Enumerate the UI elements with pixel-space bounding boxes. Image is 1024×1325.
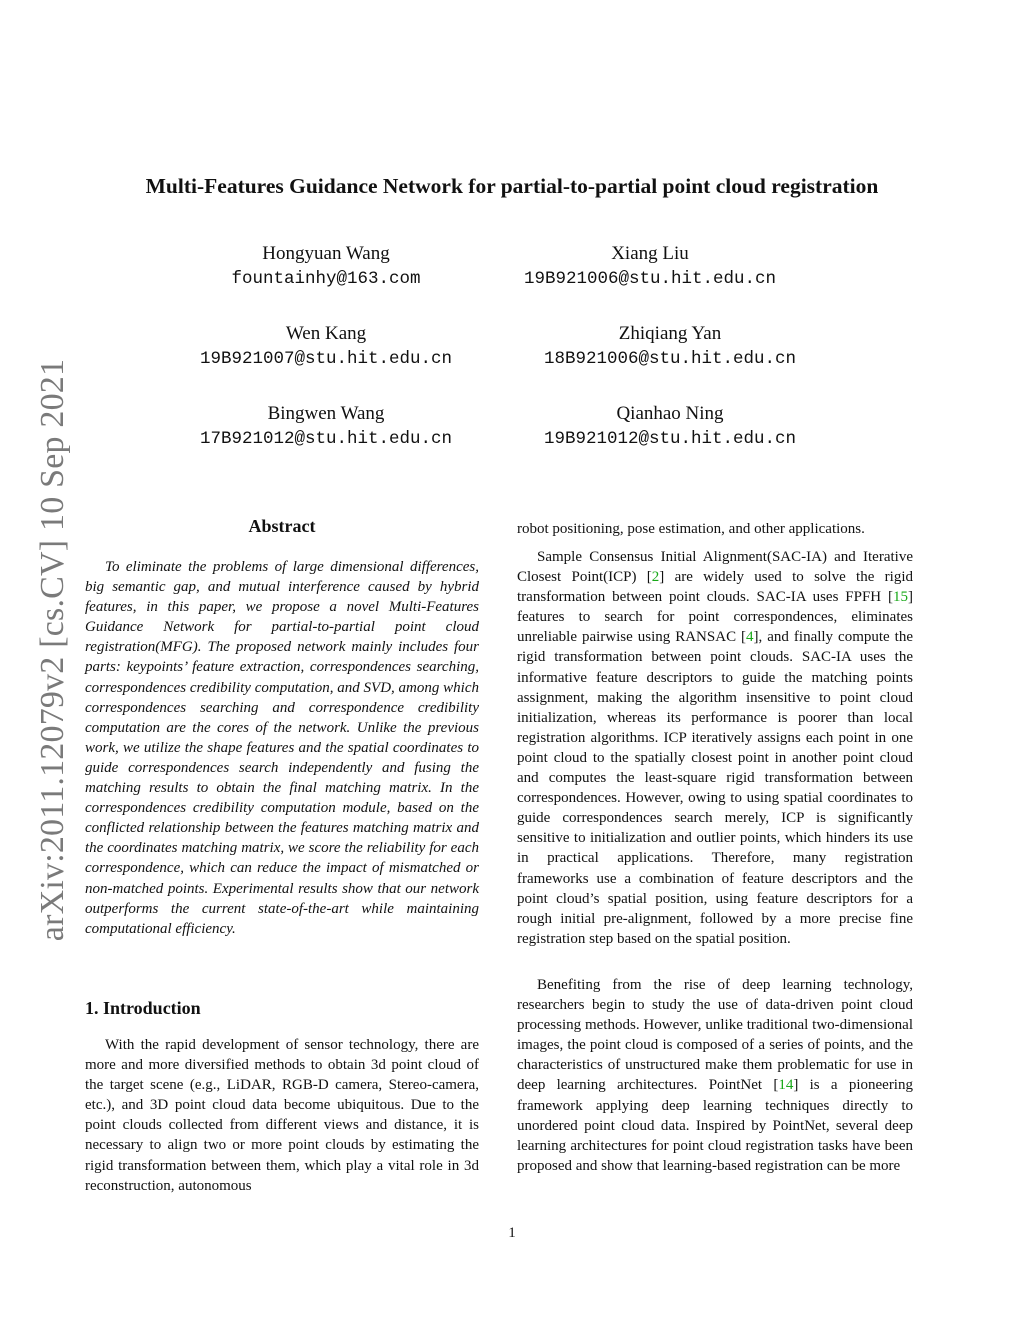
citation-link[interactable]: 14	[778, 1077, 794, 1094]
author-name: Wen Kang	[285, 323, 367, 344]
author-block	[146, 322, 506, 371]
paragraph-text: Sample Consensus Initial Alignment(SAC-IA) and Iterative Closest Point(ICP) [2] are widely used to solve the rigid transformation between point clouds. SAC-IA uses FPFH [15] features to search for point correspondences, eliminates unreliable pairwise using RANSAC [4], and finally compute the rigid transformation between point clouds. SAC-IA uses the informative feature descriptors to guide the matching points assignment, making the algorithm insensitive to point cloud initialization, whereas its performance is poorer than local registration algorithms. ICP iteratively assigns each point in one point cloud to the spatially closest point in another point cloud and computes the least-square rigid transformation between correspondences. However, owing to using spatial coordinates to guide correspondences search merely, ICP is significantly sensitive to initialization and outlier points, which hinders its use in practical applications. Therefore, many registration frameworks use a combination of feature descriptors and the point cloud’s spatial position, using feature descriptors for a rough initial pre-alignment, followed by a more precise fine registration step based on the spatial position.	[517, 549, 913, 947]
citation-link[interactable]: 2	[651, 569, 660, 586]
author-email[interactable]: 19B921007@stu.hit.edu.cn	[199, 349, 453, 369]
intro-paragraph-3	[517, 975, 913, 1176]
abstract-heading: Abstract	[248, 516, 316, 536]
paper-title: Multi-Features Guidance Network for partial-to-partial point cloud registration	[145, 174, 879, 198]
page-number: 1	[508, 1225, 516, 1241]
arxiv-stamp: arXiv:2011.12079v2 [cs.CV] 10 Sep 2021	[34, 358, 71, 942]
author-block	[146, 242, 506, 291]
section-heading-introduction: 1. Introduction	[85, 998, 201, 1018]
intro-paragraph-1: With the rapid development of sensor technology, there are more and more diversified methods to obtain 3d point cloud of the target scene (e.g., LiDAR, RGB-D camera, Stereo-camera, etc.), and 3D point cloud data become ubiquitous. Due to the point clouds collected from different views and distance, it is necessary to align two or more point clouds by estimating the rigid transformation between them, which play a vital role in 3d reconstruction, autonomous	[85, 1037, 479, 1194]
author-name: Bingwen Wang	[267, 403, 385, 424]
author-block	[490, 322, 850, 371]
author-name: Qianhao Ning	[616, 403, 724, 424]
intro-paragraph-2	[517, 547, 913, 949]
author-block	[146, 402, 506, 451]
author-email[interactable]: 18B921006@stu.hit.edu.cn	[543, 349, 797, 369]
author-email[interactable]: 19B921006@stu.hit.edu.cn	[523, 269, 777, 289]
author-block	[490, 402, 850, 451]
author-email[interactable]: 17B921012@stu.hit.edu.cn	[199, 429, 453, 449]
paragraph-continuation: robot positioning, pose estimation, and other applications.	[517, 521, 865, 537]
citation-link[interactable]: 15	[893, 589, 908, 606]
author-name: Hongyuan Wang	[262, 243, 390, 264]
intro-paragraph-1-continued	[517, 519, 913, 539]
author-email[interactable]: 19B921012@stu.hit.edu.cn	[543, 429, 797, 449]
citation-link[interactable]: 4	[746, 629, 754, 646]
author-name: Zhiqiang Yan	[618, 323, 722, 344]
paragraph-text: Benefiting from the rise of deep learning technology, researchers begin to study the use of data-driven point cloud processing methods. However, unlike traditional two-dimensional images, the point cloud is composed of a series of points, and the characteristics of unstructured make them problematic for use in deep learning architectures. PointNet [14] is a pioneering framework applying deep learning techniques directly to unordered point cloud data. Inspired by PointNet, several deep learning architectures for point cloud registration tasks have been proposed and show that learning-based registration can be more	[517, 977, 913, 1174]
author-block	[470, 242, 830, 291]
author-name: Xiang Liu	[611, 243, 689, 264]
abstract-text: To eliminate the problems of large dimensional differences, big semantic gap, and mutual interference caused by hybrid features, in this paper, we propose a novel Multi-Features Guidance Network for partial-to-partial point cloud registration(MFG). The proposed network mainly includes four parts: keypoints’ feature extraction, correspondences searching, correspondences credibility computation, and SVD, among which correspondences searching and correspondence credibility computation are the cores of the network. Unlike the previous work, we utilize the shape features and the spatial coordinates to guide correspondences search independently and fusing the matching results to obtain the final matching matrix. In the correspondences credibility computation module, based on the conflicted relationship between the features matching matrix and the coordinates matching matrix, we score the reliability for each correspondence, which can reduce the impact of mismatched or non-matched points. Experimental results show that our network outperforms the current state-of-the-art while maintaining computational efficiency.	[85, 559, 479, 937]
author-email[interactable]: fountainhy@163.com	[231, 269, 421, 289]
